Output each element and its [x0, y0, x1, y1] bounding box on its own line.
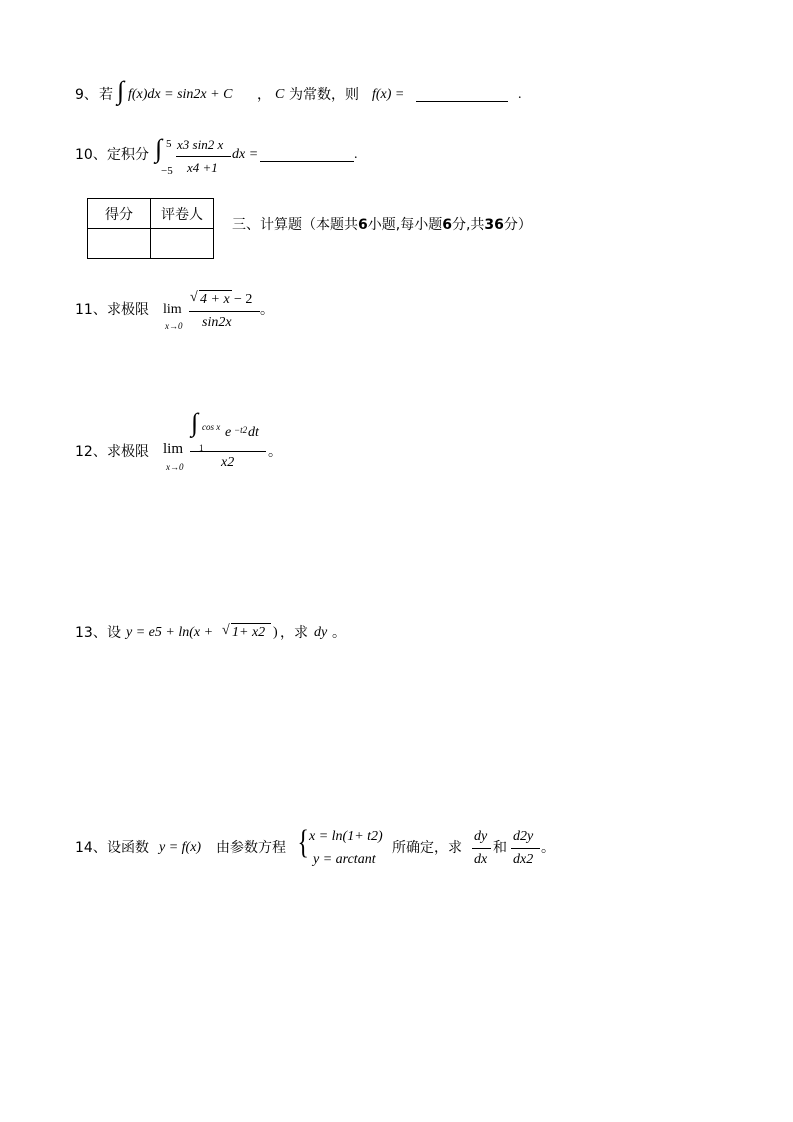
q9-ruo: 若: [99, 87, 113, 103]
q14-func: y = f(x): [159, 840, 202, 855]
q12-number: 12、: [75, 444, 107, 460]
q10-dx: dx =: [232, 147, 259, 162]
q10-lower-limit: −5: [161, 165, 173, 177]
q10-numerator: x3 sin2 x: [177, 137, 224, 152]
q11-end: 。: [260, 302, 274, 318]
q12-integrand: e: [225, 425, 232, 440]
q14-frac2-bar: [511, 848, 540, 849]
q12-lower-limit: 1: [199, 443, 204, 453]
section3-total: 36: [484, 217, 504, 233]
score-header-score: 得分: [88, 199, 151, 229]
q11-denominator: sin2x: [202, 315, 232, 330]
q12-label: 求极限: [107, 444, 149, 460]
q10-end: .: [354, 147, 358, 162]
section3-mid2: 分,共: [451, 217, 485, 233]
q9-answer-blank[interactable]: [416, 101, 508, 102]
score-header-grader: 评卷人: [151, 199, 214, 229]
q14-eq1: x = ln(1+ t2): [309, 829, 383, 844]
score-cell-score[interactable]: [88, 229, 151, 259]
q14-eq2: y = arctant: [313, 852, 376, 867]
q9-end: .: [518, 87, 522, 102]
q13-number: 13、: [75, 625, 107, 641]
q12-end: 。: [268, 444, 282, 460]
q11-lim: lim: [163, 302, 182, 317]
q9-const: C: [275, 87, 285, 102]
section3-points-each: 6: [442, 217, 452, 233]
q14-frac1-den: dx: [474, 852, 488, 867]
q10-fraction-bar: [176, 156, 231, 157]
q12-exponent: −t2: [234, 425, 248, 435]
q12-upper-limit: cos x: [202, 422, 221, 432]
q14-frac2-den: dx2: [513, 852, 534, 867]
q9-integral-sign: ∫: [117, 76, 125, 105]
q14-label-a: 设函数: [107, 840, 149, 856]
q9-sep: ，: [257, 87, 271, 103]
q9-lhs: f(x) =: [372, 87, 405, 102]
q11-lim-sub: x→0: [165, 321, 183, 331]
q14-and: 和: [493, 840, 507, 856]
q11-fraction-bar: [189, 311, 260, 312]
q14-frac2-num: d2y: [513, 829, 534, 844]
q10-integral-sign: ∫: [155, 134, 163, 163]
q13-ask: ，求: [280, 625, 308, 641]
q14-label-c: 所确定，求: [392, 840, 462, 856]
q14-label-b: 由参数方程: [216, 840, 286, 856]
section3-prefix: 三、计算题（本题共: [232, 217, 358, 233]
score-cell-grader[interactable]: [151, 229, 214, 259]
section3-suffix: 分）: [503, 217, 532, 233]
q10-denominator: x4 +1: [187, 160, 218, 175]
q13-label: 设: [107, 625, 121, 641]
q13-radicand: 1+ x2: [232, 625, 266, 640]
q11-minus: − 2: [234, 292, 253, 307]
q11-number: 11、: [75, 302, 107, 318]
q11-label: 求极限: [107, 302, 149, 318]
q11-sqrt-sign: √: [190, 290, 198, 305]
q10-upper-limit: 5: [166, 138, 172, 150]
q12-fraction-bar: [190, 451, 266, 452]
q11-sqrt-bar: [199, 290, 232, 291]
q14-frac1-num: dy: [474, 829, 488, 844]
q10-number: 10、: [75, 147, 107, 163]
q13-expr-a: y = e5 + ln(x +: [126, 625, 214, 640]
q14-frac1-bar: [472, 848, 491, 849]
section3-n-questions: 6: [358, 217, 368, 233]
section-3-heading: [232, 218, 532, 232]
q11-radicand: 4 + x: [200, 292, 230, 307]
q9-integrand: f(x)dx = sin2x + C: [128, 87, 233, 102]
q9-desc: 为常数，则: [289, 87, 359, 103]
q13-sqrt-sign: √: [222, 623, 230, 638]
score-table: [87, 198, 214, 259]
q12-denominator: x2: [221, 455, 235, 470]
q12-lim-sub: x→0: [166, 462, 184, 472]
q12-dt: dt: [248, 425, 259, 440]
q13-sqrt-bar: [231, 623, 271, 624]
q10-answer-blank[interactable]: [260, 161, 354, 162]
section3-mid1: 小题,每小题: [367, 217, 443, 233]
q14-number: 14、: [75, 840, 107, 856]
q13-end: 。: [332, 625, 346, 641]
q12-lim: lim: [163, 441, 184, 457]
q10-label: 定积分: [107, 147, 149, 163]
q13-dy: dy: [314, 625, 328, 640]
q12-integral-sign: ∫: [191, 408, 199, 437]
q14-brace: {: [297, 824, 309, 861]
q9-number: 9、: [75, 87, 98, 103]
q13-expr-b: ): [273, 625, 278, 640]
q14-end: 。: [541, 840, 555, 856]
